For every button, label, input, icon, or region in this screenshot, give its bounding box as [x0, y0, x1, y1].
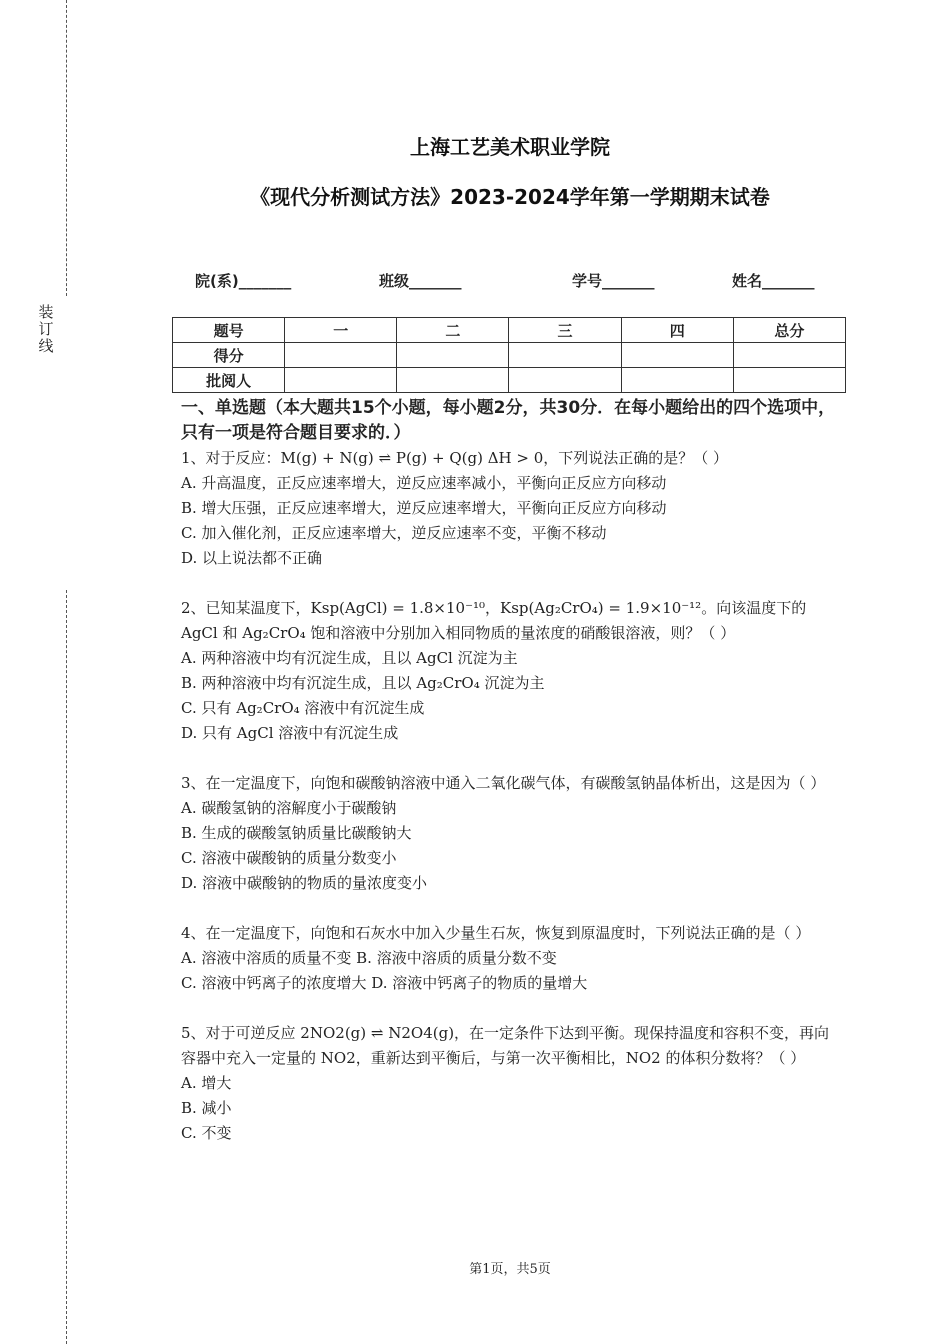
option-b: B. 减小: [181, 1099, 232, 1117]
binding-line-bottom: [66, 590, 67, 1344]
option-c: C. 不变: [181, 1124, 232, 1142]
school-name: 上海工艺美术职业学院: [410, 135, 610, 159]
binding-label: 装订线: [38, 303, 54, 355]
question-stem: 3、在一定温度下，向饱和碳酸钠溶液中通入二氧化碳气体，有碳酸氢钠晶体析出，这是因为（ ）: [181, 774, 826, 792]
question-stem: 2、已知某温度下，Ksp(AgCl) = 1.8×10⁻¹⁰，Ksp(Ag₂CrO₄) = 1.9×10⁻¹²。向该温度下的 AgCl 和 Ag₂CrO₄ 饱和溶液中分别加入相同物质的量浓度的硝酸银溶液，则？（ ）: [181, 599, 807, 642]
option-a: A. 两种溶液中均有沉淀生成，且以 AgCl 沉淀为主: [181, 649, 518, 667]
option-ab: A. 溶液中溶质的质量不变 B. 溶液中溶质的质量分数不变: [181, 949, 557, 967]
score-cell: [621, 343, 733, 368]
grader-row-label: 批阅人: [173, 368, 285, 393]
score-header-cell: 二: [397, 318, 509, 343]
score-row-label: 得分: [173, 343, 285, 368]
question-1: [181, 446, 841, 571]
score-header-cell: 一: [285, 318, 397, 343]
grader-cell: [285, 368, 397, 393]
score-header-cell: 三: [509, 318, 621, 343]
score-table: [172, 317, 846, 393]
student-info-row: [195, 270, 835, 292]
option-d: D. 以上说法都不正确: [181, 549, 323, 567]
question-4: [181, 921, 841, 996]
grader-row: [173, 368, 846, 393]
question-5: [181, 1021, 841, 1146]
option-a: A. 增大: [181, 1074, 232, 1092]
exam-title: 《现代分析测试方法》2023-2024学年第一学期期末试卷: [250, 185, 770, 209]
option-c: C. 加入催化剂，正反应速率增大，逆反应速率不变，平衡不移动: [181, 524, 607, 542]
question-stem: 1、对于反应：M(g) + N(g) ⇌ P(g) + Q(g) ΔH > 0，下列说法正确的是？（ ）: [181, 449, 729, 467]
score-cell: [733, 343, 845, 368]
option-d: D. 溶液中碳酸钠的物质的量浓度变小: [181, 874, 428, 892]
section-1-title: 一、单选题（本大题共15个小题，每小题2分，共30分．在每小题给出的四个选项中，只有一项是符合题目要求的．）: [181, 398, 836, 443]
class-field: 班级_______: [379, 272, 462, 290]
grader-cell: [397, 368, 509, 393]
score-row: [173, 343, 846, 368]
score-cell: [285, 343, 397, 368]
option-a: A. 碳酸氢钠的溶解度小于碳酸钠: [181, 799, 397, 817]
question-3: [181, 771, 841, 896]
option-a: A. 升高温度，正反应速率增大，逆反应速率减小，平衡向正反应方向移动: [181, 474, 667, 492]
option-c: C. 只有 Ag₂CrO₄ 溶液中有沉淀生成: [181, 699, 425, 717]
score-header-cell: 四: [621, 318, 733, 343]
question-2: [181, 596, 841, 746]
option-cd: C. 溶液中钙离子的浓度增大 D. 溶液中钙离子的物质的量增大: [181, 974, 588, 992]
section-1: [181, 396, 841, 1171]
option-b: B. 增大压强，正反应速率增大，逆反应速率增大，平衡向正反应方向移动: [181, 499, 667, 517]
grader-cell: [733, 368, 845, 393]
student-id-field: 学号_______: [572, 272, 655, 290]
question-stem: 5、对于可逆反应 2NO2(g) ⇌ N2O4(g)，在一定条件下达到平衡。现保持温度和容积不变，再向容器中充入一定量的 NO2，重新达到平衡后，与第一次平衡相比，NO2 的体积分数将？（ ）: [181, 1024, 830, 1067]
page-footer: 第1页，共5页: [469, 1262, 551, 1277]
score-header-cell: 题号: [173, 318, 285, 343]
grader-cell: [621, 368, 733, 393]
option-b: B. 生成的碳酸氢钠质量比碳酸钠大: [181, 824, 412, 842]
score-cell: [509, 343, 621, 368]
score-header-cell: 总分: [733, 318, 845, 343]
grader-cell: [509, 368, 621, 393]
question-stem: 4、在一定温度下，向饱和石灰水中加入少量生石灰，恢复到原温度时，下列说法正确的是（ ）: [181, 924, 811, 942]
option-d: D. 只有 AgCl 溶液中有沉淀生成: [181, 724, 399, 742]
option-c: C. 溶液中碳酸钠的质量分数变小: [181, 849, 397, 867]
score-cell: [397, 343, 509, 368]
option-b: B. 两种溶液中均有沉淀生成，且以 Ag₂CrO₄ 沉淀为主: [181, 674, 545, 692]
department-field: 院(系)_______: [195, 272, 292, 290]
name-field: 姓名_______: [732, 272, 815, 290]
score-table-header-row: [173, 318, 846, 343]
